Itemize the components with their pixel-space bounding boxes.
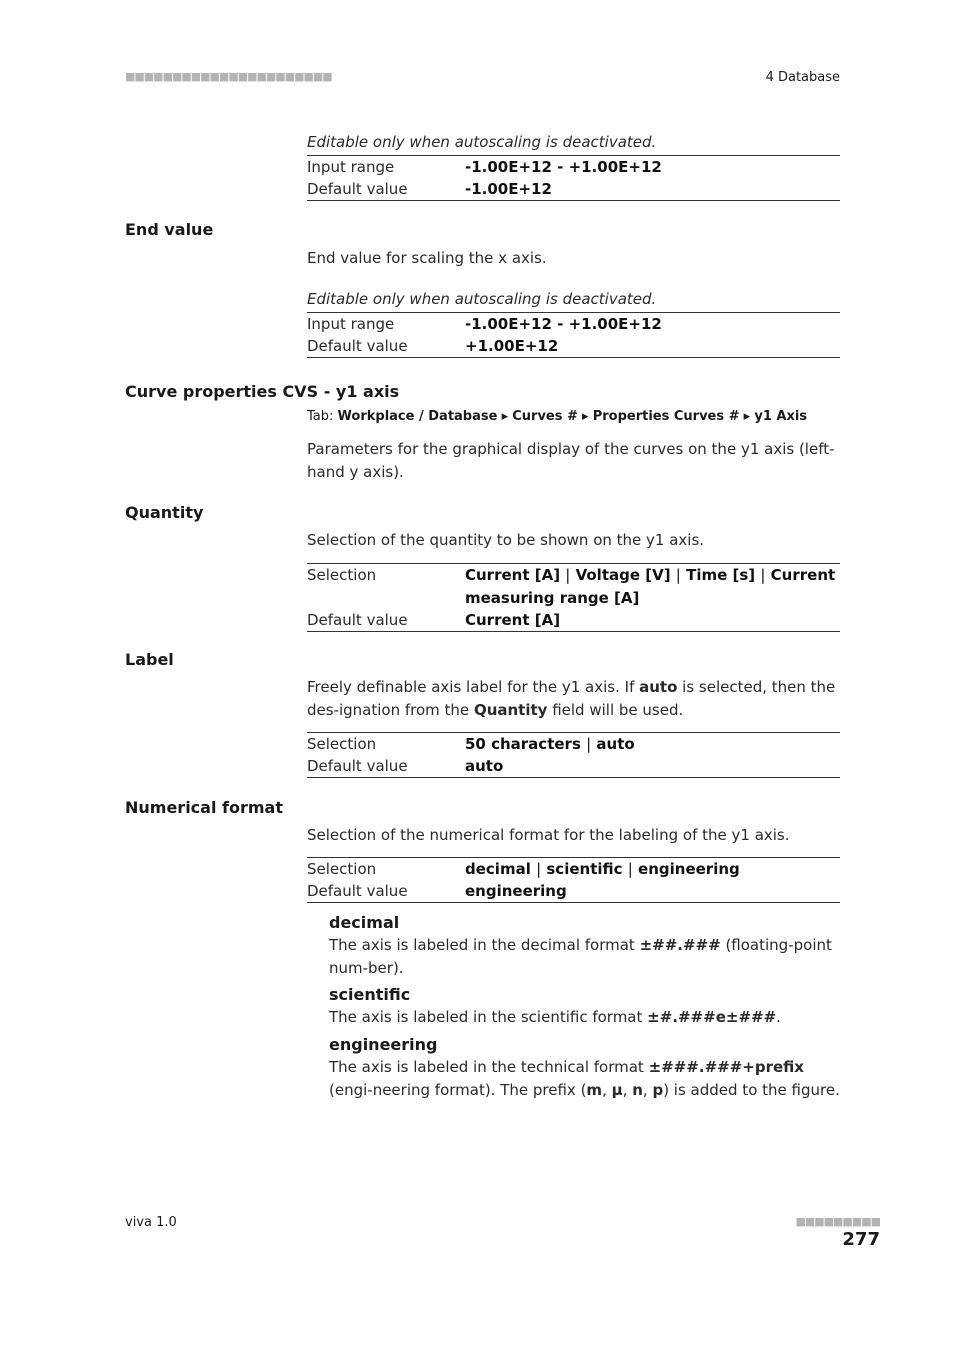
table-row <box>307 335 840 357</box>
row-value: decimal | scientific | engineering <box>465 860 740 878</box>
header-section: 4 Database <box>765 70 840 85</box>
end-value-heading: End value <box>125 220 214 239</box>
def-desc: The axis is labeled in the scientific format ±#.###e±###. <box>329 1008 781 1026</box>
header-dots: ■■■■■■■■■■■■■■■■■■■■■■ <box>125 70 332 83</box>
end-value-desc: End value for scaling the x axis. <box>307 249 547 267</box>
label-table <box>307 732 840 778</box>
table-row <box>307 564 840 609</box>
table-row <box>307 178 840 200</box>
def-term: engineering <box>329 1035 438 1054</box>
row-value: auto <box>465 757 504 775</box>
table-row <box>307 156 840 178</box>
row-value: -1.00E+12 <box>465 180 552 198</box>
numerical-format-table <box>307 857 840 903</box>
row-key: Default value <box>307 337 408 355</box>
table-row <box>307 313 840 335</box>
def-decimal <box>329 912 840 980</box>
quantity-table <box>307 563 840 632</box>
end-value-table <box>307 312 840 358</box>
def-desc: The axis is labeled in the decimal format ±##.### (floating-point num-ber). <box>329 936 832 977</box>
numerical-format-heading: Numerical format <box>125 798 283 817</box>
row-key: Default value <box>307 180 408 198</box>
row-value: Current [A] <box>465 611 561 629</box>
tab-prefix: Tab: <box>307 409 338 424</box>
row-key: Input range <box>307 158 395 176</box>
row-key: Selection <box>307 566 377 584</box>
row-key: Selection <box>307 860 377 878</box>
label-desc: Freely definable axis label for the y1 axis. If auto is selected, then the des-ignation from the Quantity field will be used. <box>307 678 836 719</box>
row-value: +1.00E+12 <box>465 337 559 355</box>
end-value-note: Editable only when autoscaling is deactivated. <box>307 290 657 308</box>
def-engineering <box>329 1034 840 1102</box>
row-value: -1.00E+12 - +1.00E+12 <box>465 315 662 333</box>
table-row <box>307 755 840 777</box>
arrow-icon: ▸ <box>582 409 589 424</box>
row-value: 50 characters | auto <box>465 735 635 753</box>
def-scientific <box>329 984 840 1029</box>
quantity-heading: Quantity <box>125 503 204 522</box>
curve-props-desc: Parameters for the graphical display of the curves on the y1 axis (left-hand y axis). <box>307 440 835 481</box>
table-row <box>307 858 840 880</box>
numerical-format-desc: Selection of the numerical format for the labeling of the y1 axis. <box>307 826 790 844</box>
row-key: Default value <box>307 882 408 900</box>
quantity-desc: Selection of the quantity to be shown on the y1 axis. <box>307 531 705 549</box>
table-row <box>307 880 840 902</box>
row-key: Default value <box>307 611 408 629</box>
top-note: Editable only when autoscaling is deactivated. <box>307 133 657 151</box>
row-key: Input range <box>307 315 395 333</box>
table-row <box>307 733 840 755</box>
tab-path-item: Curves # <box>512 409 578 424</box>
row-value: -1.00E+12 - +1.00E+12 <box>465 158 662 176</box>
arrow-icon: ▸ <box>743 409 751 424</box>
tab-path <box>307 409 847 424</box>
def-term: scientific <box>329 985 411 1004</box>
def-desc: The axis is labeled in the technical format ±###.###+prefix (engi-neering format). The prefix (m, µ, n, p) is added to the figure. <box>329 1058 840 1099</box>
top-table <box>307 155 840 201</box>
label-heading: Label <box>125 650 174 669</box>
row-value: engineering <box>465 882 567 900</box>
row-key: Selection <box>307 735 377 753</box>
tab-path-item: Workplace / Database <box>337 409 498 424</box>
table-row <box>307 609 840 631</box>
footer-dots: ■■■■■■■■■ <box>795 1215 880 1228</box>
footer-page <box>760 1210 880 1250</box>
def-term: decimal <box>329 913 400 932</box>
row-value: Current [A] | Voltage [V] | Time [s] | Current measuring range [A] <box>465 566 836 607</box>
tab-path-item: Properties Curves # <box>592 409 740 424</box>
page-number: 277 <box>842 1229 880 1250</box>
arrow-icon: ▸ <box>501 409 509 424</box>
footer-version: viva 1.0 <box>125 1215 177 1230</box>
tab-path-item: y1 Axis <box>754 409 808 424</box>
curve-props-heading: Curve properties CVS - y1 axis <box>125 382 400 401</box>
row-key: Default value <box>307 757 408 775</box>
